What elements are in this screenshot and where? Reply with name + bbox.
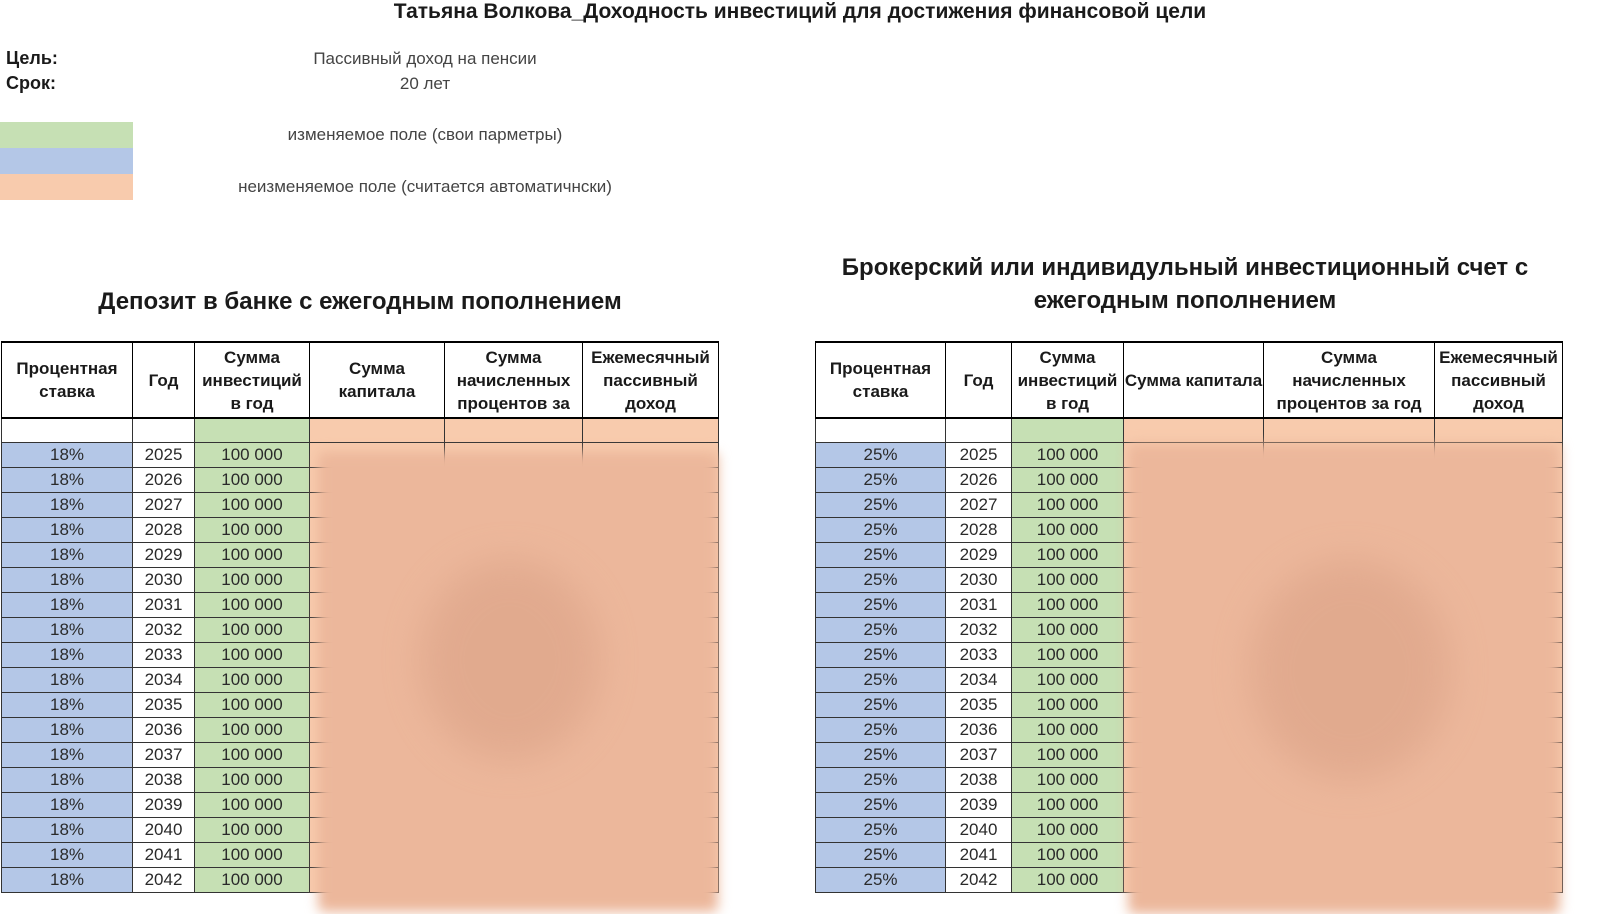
invest-cell[interactable]: 100 000: [1012, 493, 1124, 518]
invest-cell[interactable]: 100 000: [1012, 593, 1124, 618]
rate-cell[interactable]: 18%: [2, 593, 133, 618]
rate-cell[interactable]: 18%: [2, 818, 133, 843]
brokerage-title-line1: Брокерский или индивидульный инвестиционный счет с: [841, 254, 1529, 281]
year-cell: 2033: [946, 643, 1012, 668]
invest-cell[interactable]: 100 000: [195, 443, 310, 468]
year-cell: 2038: [133, 768, 195, 793]
invest-cell[interactable]: 100 000: [195, 493, 310, 518]
invest-cell[interactable]: 100 000: [195, 643, 310, 668]
rate-cell[interactable]: 25%: [816, 518, 946, 543]
invest-cell[interactable]: 100 000: [1012, 743, 1124, 768]
year-cell: 2026: [946, 468, 1012, 493]
invest-cell[interactable]: 100 000: [1012, 718, 1124, 743]
rate-cell[interactable]: 25%: [816, 718, 946, 743]
redacted-blur-right-shade: [1250, 560, 1450, 780]
year-cell: 2025: [133, 443, 195, 468]
header-year: Год: [133, 342, 195, 418]
rate-cell[interactable]: 25%: [816, 468, 946, 493]
invest-cell[interactable]: 100 000: [195, 768, 310, 793]
invest-cell[interactable]: 100 000: [195, 743, 310, 768]
year-cell: 2040: [133, 818, 195, 843]
year-cell: 2036: [946, 718, 1012, 743]
year-cell: 2030: [133, 568, 195, 593]
rate-cell[interactable]: 18%: [2, 543, 133, 568]
rate-cell[interactable]: 18%: [2, 768, 133, 793]
invest-cell[interactable]: 100 000: [195, 668, 310, 693]
year-cell: 2031: [133, 593, 195, 618]
rate-cell[interactable]: 25%: [816, 593, 946, 618]
rate-cell[interactable]: 25%: [816, 668, 946, 693]
rate-cell[interactable]: 18%: [2, 668, 133, 693]
rate-cell[interactable]: 18%: [2, 793, 133, 818]
invest-cell[interactable]: 100 000: [1012, 643, 1124, 668]
rate-cell[interactable]: 25%: [816, 618, 946, 643]
invest-cell[interactable]: 100 000: [1012, 543, 1124, 568]
legend-swatch-peach: [0, 174, 133, 200]
header-interest: Сумма начисленных процентов за год: [1264, 342, 1435, 418]
invest-cell[interactable]: 100 000: [195, 718, 310, 743]
invest-cell[interactable]: 100 000: [1012, 443, 1124, 468]
rate-cell[interactable]: 18%: [2, 743, 133, 768]
rate-cell[interactable]: 25%: [816, 568, 946, 593]
invest-cell[interactable]: 100 000: [1012, 693, 1124, 718]
rate-cell[interactable]: 18%: [2, 468, 133, 493]
invest-cell[interactable]: 100 000: [1012, 818, 1124, 843]
invest-cell[interactable]: 100 000: [1012, 668, 1124, 693]
year-cell: 2029: [946, 543, 1012, 568]
year-cell: 2035: [946, 693, 1012, 718]
rate-cell[interactable]: 18%: [2, 718, 133, 743]
year-cell: 2027: [946, 493, 1012, 518]
invest-cell[interactable]: 100 000: [195, 593, 310, 618]
year-cell: 2031: [946, 593, 1012, 618]
deposit-header-row: [2, 342, 719, 418]
legend-editable-text: изменяемое поле (свои парметры): [287, 125, 563, 144]
year-cell: 2028: [946, 518, 1012, 543]
header-rate: Процентная ставка: [816, 342, 946, 418]
legend-auto-text: неизменяемое поле (считается автоматичнски): [238, 177, 612, 196]
table-spacer-row: [816, 418, 1563, 443]
invest-cell[interactable]: 100 000: [1012, 518, 1124, 543]
header-rate: Процентная ставка: [2, 342, 133, 418]
header-income: Ежемесячный пассивный доход: [583, 342, 719, 418]
rate-cell[interactable]: 18%: [2, 493, 133, 518]
deposit-section-title: Депозит в банке с ежегодным пополнением: [98, 288, 622, 315]
year-cell: 2028: [133, 518, 195, 543]
invest-cell[interactable]: 100 000: [195, 868, 310, 893]
invest-cell[interactable]: 100 000: [1012, 768, 1124, 793]
year-cell: 2038: [946, 768, 1012, 793]
header-invest: Сумма инвестиций в год: [1012, 342, 1124, 418]
rate-cell[interactable]: 18%: [2, 618, 133, 643]
rate-cell[interactable]: 25%: [816, 693, 946, 718]
year-cell: 2032: [133, 618, 195, 643]
header-capital: Сумма капитала: [310, 342, 445, 418]
year-cell: 2033: [133, 643, 195, 668]
rate-cell[interactable]: 25%: [816, 818, 946, 843]
header-capital: Сумма капитала: [1124, 342, 1264, 418]
rate-cell[interactable]: 18%: [2, 643, 133, 668]
rate-cell[interactable]: 25%: [816, 843, 946, 868]
header-invest: Сумма инвестиций в год: [195, 342, 310, 418]
year-cell: 2039: [133, 793, 195, 818]
invest-cell[interactable]: 100 000: [195, 693, 310, 718]
year-cell: 2032: [946, 618, 1012, 643]
rate-cell[interactable]: 18%: [2, 843, 133, 868]
rate-cell[interactable]: 18%: [2, 693, 133, 718]
rate-cell[interactable]: 25%: [816, 543, 946, 568]
year-cell: 2036: [133, 718, 195, 743]
rate-cell[interactable]: 18%: [2, 518, 133, 543]
year-cell: 2037: [946, 743, 1012, 768]
rate-cell[interactable]: 25%: [816, 493, 946, 518]
header-income: Ежемесячный пассивный доход: [1435, 342, 1563, 418]
rate-cell[interactable]: 25%: [816, 743, 946, 768]
invest-cell[interactable]: 100 000: [195, 543, 310, 568]
rate-cell[interactable]: 18%: [2, 868, 133, 893]
invest-cell[interactable]: 100 000: [195, 793, 310, 818]
invest-cell[interactable]: 100 000: [1012, 793, 1124, 818]
rate-cell[interactable]: 25%: [816, 643, 946, 668]
term-value: 20 лет: [399, 74, 451, 93]
year-cell: 2040: [946, 818, 1012, 843]
legend-swatch-green: [0, 122, 133, 148]
year-cell: 2030: [946, 568, 1012, 593]
year-cell: 2041: [946, 843, 1012, 868]
invest-cell[interactable]: 100 000: [195, 518, 310, 543]
year-cell: 2039: [946, 793, 1012, 818]
rate-cell[interactable]: 25%: [816, 443, 946, 468]
invest-cell[interactable]: 100 000: [1012, 568, 1124, 593]
page-title: Татьяна Волкова_Доходность инвестиций для достижения финансовой цели: [393, 0, 1207, 23]
rate-cell[interactable]: 18%: [2, 568, 133, 593]
rate-cell[interactable]: 18%: [2, 443, 133, 468]
header-interest: Сумма начисленных процентов за: [445, 342, 583, 418]
invest-cell[interactable]: 100 000: [1012, 468, 1124, 493]
invest-cell[interactable]: 100 000: [195, 843, 310, 868]
term-label: Срок:: [6, 73, 56, 93]
goal-label: Цель:: [6, 48, 58, 68]
redacted-blur-left-shade: [420, 560, 600, 760]
invest-cell[interactable]: 100 000: [1012, 843, 1124, 868]
rate-cell[interactable]: 25%: [816, 768, 946, 793]
year-cell: 2037: [133, 743, 195, 768]
brokerage-title-line2: ежегодным пополнением: [1033, 287, 1337, 314]
brokerage-section-title: [815, 251, 1555, 317]
year-cell: 2034: [946, 668, 1012, 693]
legend-swatch-blue: [0, 148, 133, 174]
year-cell: 2035: [133, 693, 195, 718]
invest-cell[interactable]: 100 000: [1012, 618, 1124, 643]
year-cell: 2029: [133, 543, 195, 568]
rate-cell[interactable]: 25%: [816, 793, 946, 818]
rate-cell[interactable]: 25%: [816, 868, 946, 893]
year-cell: 2026: [133, 468, 195, 493]
header-year: Год: [946, 342, 1012, 418]
table-spacer-row: [2, 418, 719, 443]
year-cell: 2027: [133, 493, 195, 518]
year-cell: 2034: [133, 668, 195, 693]
year-cell: 2025: [946, 443, 1012, 468]
invest-cell[interactable]: 100 000: [195, 818, 310, 843]
invest-cell[interactable]: 100 000: [195, 618, 310, 643]
goal-value: Пассивный доход на пенсии: [313, 49, 537, 68]
brokerage-header-row: [816, 342, 1563, 418]
invest-cell[interactable]: 100 000: [195, 568, 310, 593]
year-cell: 2041: [133, 843, 195, 868]
invest-cell[interactable]: 100 000: [1012, 868, 1124, 893]
year-cell: 2042: [946, 868, 1012, 893]
year-cell: 2042: [133, 868, 195, 893]
invest-cell[interactable]: 100 000: [195, 468, 310, 493]
